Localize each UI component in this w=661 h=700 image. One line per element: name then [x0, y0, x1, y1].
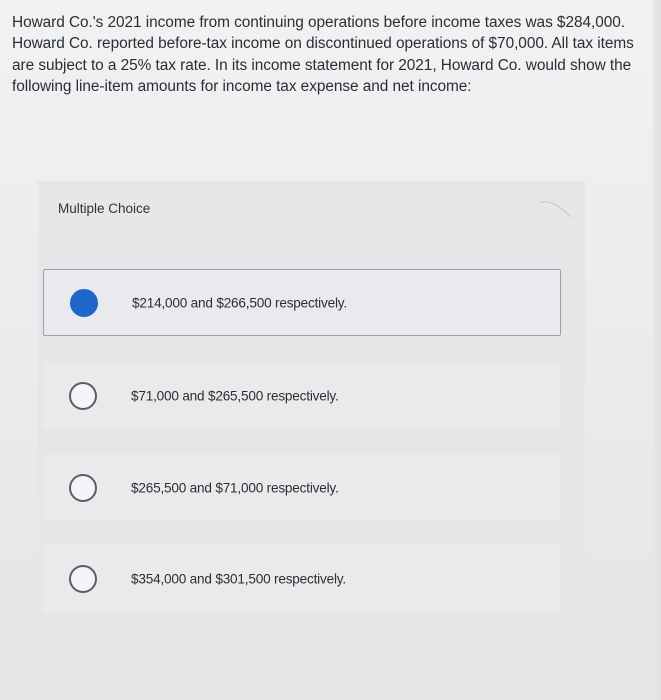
check-mark-icon: [535, 193, 575, 223]
radio-button-icon[interactable]: [69, 382, 97, 410]
option-1-label: $214,000 and $266,500 respectively.: [132, 295, 347, 310]
option-2[interactable]: [43, 362, 561, 429]
option-1[interactable]: [43, 269, 561, 336]
multiple-choice-label: Multiple Choice: [58, 201, 151, 216]
radio-button-icon[interactable]: [69, 474, 97, 502]
option-4-label: $354,000 and $301,500 respectively.: [131, 571, 346, 586]
multiple-choice-header: [38, 181, 585, 236]
radio-button-icon[interactable]: [69, 565, 97, 593]
option-2-label: $71,000 and $265,500 respectively.: [131, 388, 339, 403]
right-edge-shadow: [653, 0, 661, 700]
question-text: Howard Co.'s 2021 income from continuing operations before income taxes was $284,000. Howard Co. reported before-tax income on discontinued operations of $70,000. All tax items are subject to a 25% tax rate. In its income statement for 2021, Howard Co. would show the following line-item amounts for income tax expense and net income:: [12, 14, 634, 96]
radio-button-selected-icon[interactable]: [70, 289, 98, 317]
option-4[interactable]: [43, 545, 561, 612]
option-3-label: $265,500 and $71,000 respectively.: [131, 480, 339, 495]
option-3[interactable]: [43, 454, 561, 521]
multiple-choice-panel: [38, 181, 585, 651]
